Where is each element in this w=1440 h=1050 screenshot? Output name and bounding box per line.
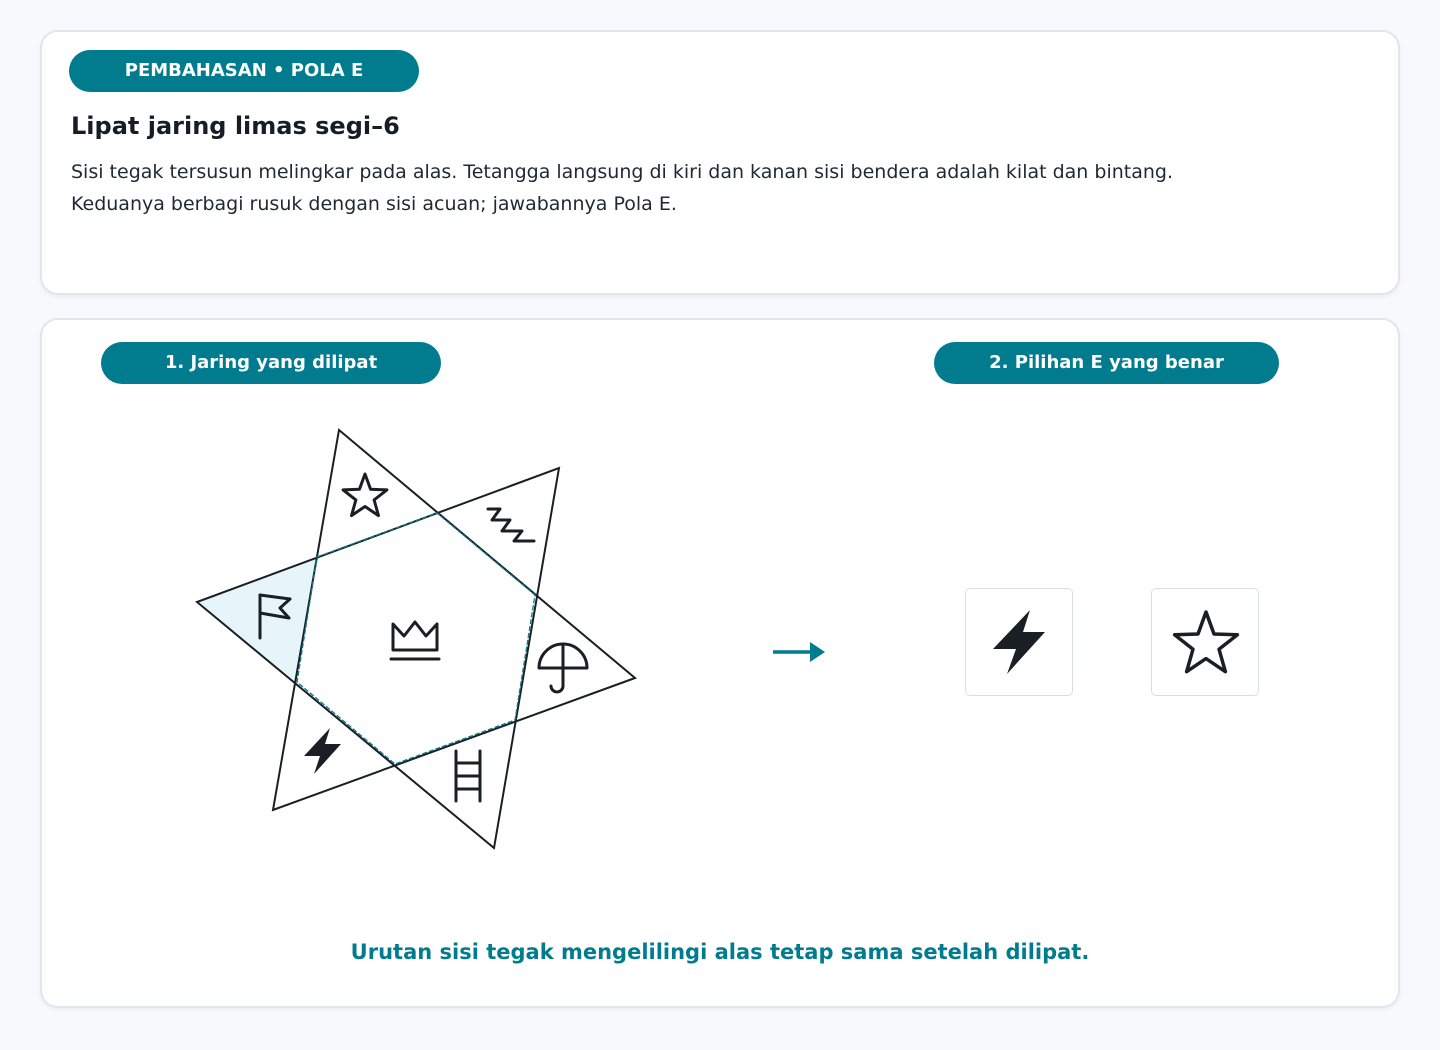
answer-panel-label: 2. Pilihan E yang benar: [934, 342, 1279, 384]
explanation-card: [40, 30, 1400, 295]
page-title: Lipat jaring limas segi–6: [71, 112, 400, 140]
arrow-right-icon: [773, 642, 825, 662]
net-panel-label: 1. Jaring yang dilipat: [101, 342, 441, 384]
answer-tile-lightning: [965, 588, 1073, 696]
section-badge: PEMBAHASAN • POLA E: [69, 50, 419, 92]
diagram-card: [40, 318, 1400, 1008]
answer-tile-star: [1151, 588, 1259, 696]
description-line: Sisi tegak tersusun melingkar pada alas. Tetangga langsung di kiri dan kanan sisi bendera adalah kilat dan bintang.: [71, 161, 1174, 183]
description: [71, 156, 1351, 220]
star-icon: [1175, 612, 1238, 672]
description-line: Keduanya berbagi rusuk dengan sisi acuan; jawabannya Pola E.: [71, 193, 677, 215]
lightning-icon: [993, 610, 1045, 674]
lightning-icon: [304, 728, 341, 774]
zigzag-icon: [488, 509, 534, 541]
umbrella-icon: [539, 644, 587, 692]
crown-icon: [391, 622, 439, 659]
net-base-hexagon: [297, 513, 535, 764]
star-icon: [343, 474, 387, 516]
diagram-caption: Urutan sisi tegak mengelilingi alas tetap sama setelah dilipat.: [350, 940, 1090, 964]
ladder-icon: [456, 751, 480, 801]
